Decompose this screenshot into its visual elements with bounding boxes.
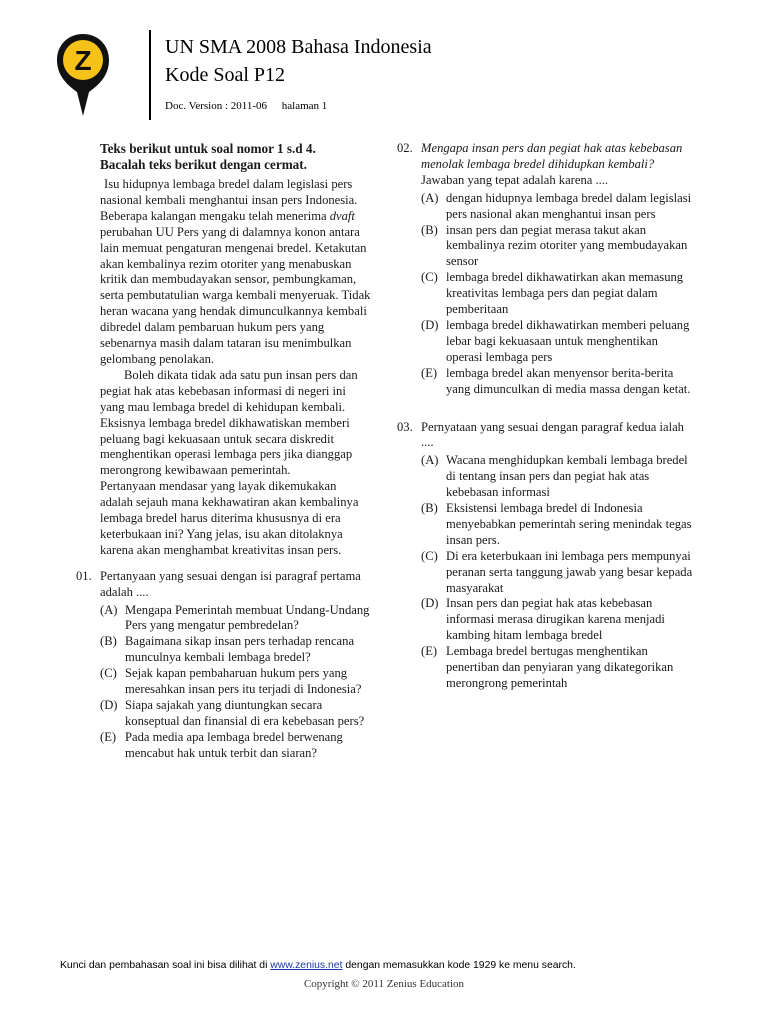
question-number: 01. (76, 568, 92, 583)
option-d (421, 318, 697, 366)
left-column (76, 141, 372, 762)
option-text: Pada media apa lembaga bredel berwenang mencabut hak untuk terbit dan siaran? (125, 729, 343, 760)
option-letter: (E) (421, 644, 438, 659)
option-text: lembaga bredel akan menyensor berita-berita yang dimunculkan di media massa dengan ketat. (446, 365, 691, 396)
passage-p1-end: perubahan UU Pers yang di dalamnya konon antara lain memuat pengaturan mengenai bredel. Ketakutan akan kembalinya rezim otoriter yang menabuskan kritik dan membudayakan sensor, pembungkaman, serta pembutatulian warga kembali menyeruak. Tidak heran wacana yang hendak dimunculkannya kembali dibredel dalam pembaruan hukum pers yang sebenarnya masih dalam tataran isu menimbulkan gelombang penolakan. (100, 224, 371, 366)
passage-instructions (76, 141, 372, 173)
question-stem: Pernyataan yang sesuai dengan paragraf kedua ialah .... (421, 419, 684, 450)
instruction-line-1: Teks berikut untuk soal nomor 1 s.d 4. (100, 141, 316, 156)
option-text: Di era keterbukaan ini lembaga pers mempunyai peranan serta tanggung jawab yang besar kepada masyarakat (446, 548, 693, 595)
option-letter: (C) (421, 270, 438, 285)
question-stem: Pertanyaan yang sesuai dengan isi paragraf pertama adalah .... (100, 568, 361, 599)
exam-code: Kode Soal P12 (165, 64, 285, 86)
question-number: 03. (397, 419, 413, 434)
page-number: halaman 1 (281, 100, 328, 112)
option-b (421, 501, 697, 549)
option-text: Eksistensi lembaga bredel di Indonesia menyebabkan pemerintah sering menindak tegas insan pers. (446, 501, 692, 547)
option-letter: (B) (421, 222, 438, 237)
option-text: Sejak kapan pembaharuan hukum pers yang meresahkan insan pers itu terjadi di Indonesia? (125, 666, 362, 697)
option-text: Siapa sajakah yang diuntungkan secara konseptual dan finansial di era kebebasan pers? (125, 698, 365, 728)
answer-options (100, 603, 372, 762)
question-stem: Mengapa insan pers dan pegiat hak atas kebebasan menolak lembaga bredel dihidupkan kembali? (421, 141, 683, 171)
option-c (421, 549, 697, 597)
note-text-before: Kunci dan pembahasan soal ini bisa dilihat di (60, 960, 271, 971)
option-text: lembaga bredel dikhawatirkan memberi peluang lebar bagi kekuasaan untuk menghentikan operasi lembaga pers (446, 317, 690, 364)
passage-p1-start: Isu hidupnya lembaga bredel dalam legislasi pers nasional kembali menghantui insan pers Indonesia. Beberapa kalangan mengaku telah menerima (100, 177, 358, 223)
question-02 (397, 141, 697, 398)
right-column (397, 141, 697, 692)
option-a (100, 603, 372, 635)
passage-paragraph-2: Boleh dikata tidak ada satu pun insan pers dan pegiat hak atas kebebasan informasi di negeri ini yang mau lembaga bredel di kehidupan kembali. Eksisnya lembaga bredel dikhawatiskan memberi peluang bagi kekuasaan untuk secara diskredit menghentikan operasi lembaga pers jika dianggap merongrong kewibawaan pemerintah. (100, 367, 358, 478)
option-text: Mengapa Pemerintah membuat Undang-Undang Pers yang mengatur pembredelan? (125, 602, 370, 633)
answer-key-note (60, 960, 576, 971)
option-d (421, 596, 697, 644)
option-text: Wacana menghidupkan kembali lembaga bredel di tentang insan pers dan pegiat hak atas kebebasan informasi (446, 453, 688, 500)
page-title: UN SMA 2008 Bahasa Indonesia (165, 36, 432, 58)
option-letter: (C) (100, 666, 117, 681)
option-text: dengan hidupnya lembaga bredel dalam legislasi pers nasional akan menghantui insan pers (446, 190, 692, 221)
option-text: lembaga bredel dikhawatirkan akan memasung kreativitas lembaga pers dan pegiat dalam pemberitaan (446, 270, 684, 317)
note-text-after: dengan memasukkan kode 1929 ke menu search. (342, 960, 576, 971)
option-letter: (A) (421, 190, 439, 205)
doc-meta (165, 100, 339, 112)
option-a (421, 191, 697, 223)
option-e (421, 366, 697, 398)
answer-intro: Jawaban yang tepat adalah karena .... (421, 172, 609, 187)
option-letter: (D) (421, 596, 439, 611)
zenius-logo (55, 32, 111, 118)
instruction-line-2: Bacalah teks berikut dengan cermat. (100, 157, 307, 172)
question-number: 02. (397, 141, 413, 155)
option-letter: (B) (100, 634, 117, 649)
passage-paragraph-1 (100, 177, 372, 368)
option-letter: (C) (421, 548, 438, 563)
option-e (100, 730, 372, 762)
option-letter: (D) (421, 317, 439, 332)
reading-passage (76, 177, 372, 559)
passage-paragraph-3: Pertanyaan mendasar yang layak dikemukakan adalah sejauh mana kekhawatiran akan kembalinya lembaga bredel harus diterima khususnya di era keterbukaan ini? Yang jelas, isu akan ditolaknya karena akan menghambat kreativitas insan pers. (100, 479, 359, 557)
option-text: Bagaimana sikap insan pers terhadap rencana munculnya kembali lembaga bredel? (125, 634, 355, 665)
option-letter: (B) (421, 501, 438, 516)
option-letter: (E) (100, 729, 117, 744)
option-letter: (D) (100, 698, 118, 712)
doc-version: Doc. Version : 2011-06 (165, 100, 268, 112)
option-text: insan pers dan pegiat merasa takut akan kembalinya rezim otoriter yang membudayakan sensor (446, 222, 688, 269)
option-b (100, 634, 372, 666)
option-e (421, 644, 697, 692)
answer-options (421, 191, 697, 398)
option-letter: (A) (421, 453, 439, 468)
option-letter: (A) (100, 602, 118, 617)
option-c (100, 666, 372, 698)
option-d (100, 698, 372, 730)
answer-options (421, 453, 697, 692)
logo-letter: Z (74, 45, 92, 76)
question-01 (76, 569, 372, 762)
option-letter: (E) (421, 365, 438, 380)
option-b (421, 223, 697, 271)
option-text: Lembaga bredel bertugas menghentikan penertiban dan penyiaran yang dikategorikan merongrong pemerintah (446, 644, 674, 690)
passage-p1-italic: dvaft (329, 208, 355, 223)
copyright: Copyright © 2011 Zenius Education (303, 978, 465, 990)
question-03 (397, 420, 697, 692)
option-text: Insan pers dan pegiat hak atas kebebasan informasi merasa dirugikan karena menjadi kambing hitam lembaga bredel (446, 596, 665, 643)
option-c (421, 270, 697, 318)
zenius-link[interactable]: www.zenius.net (270, 960, 343, 971)
header-divider (149, 30, 151, 120)
option-a (421, 453, 697, 501)
